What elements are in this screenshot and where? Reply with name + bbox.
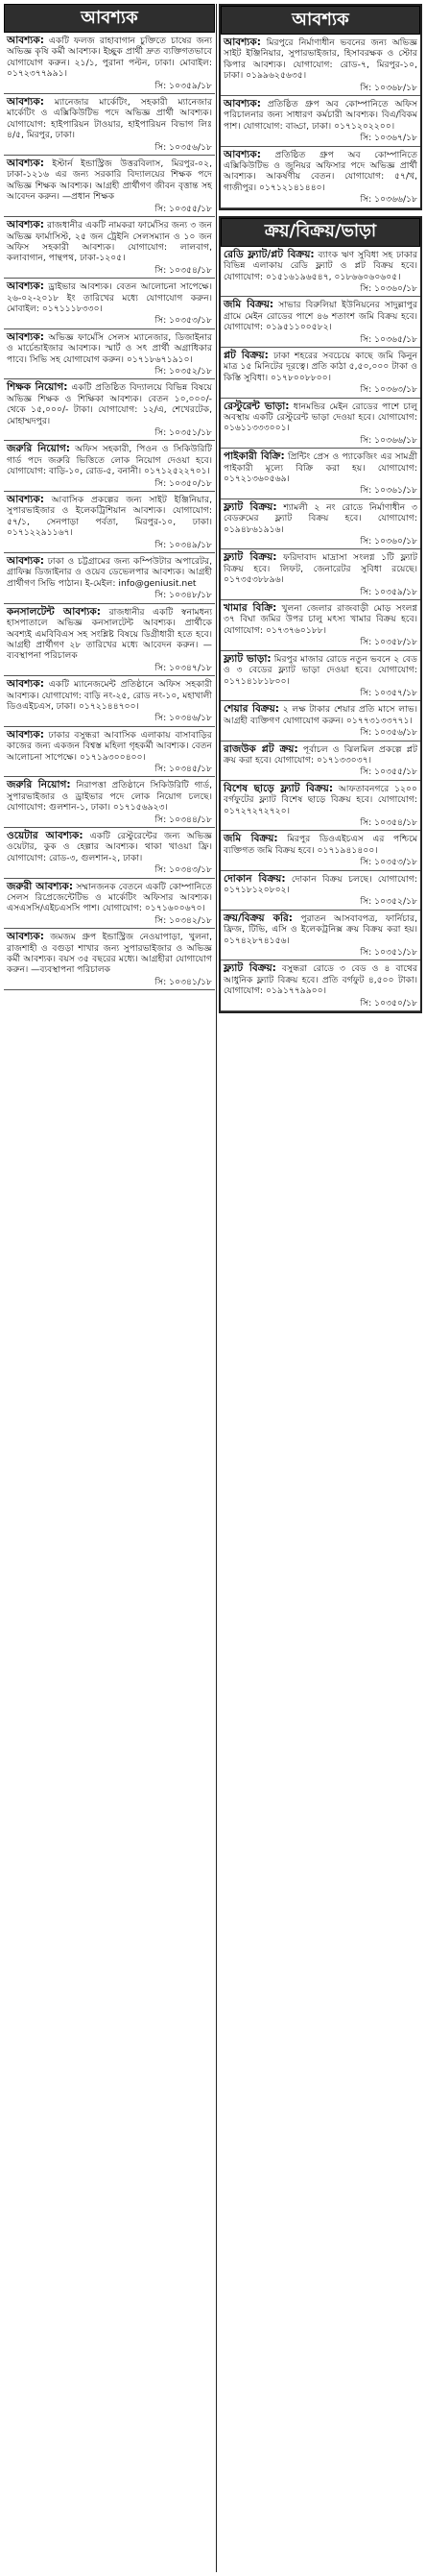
- ad-keyword: আবশ্যক:: [7, 96, 44, 109]
- ad-text: ধানমন্ডির মেইন রোডের পাশে চালু অবস্থায় একটি রেস্টুরেন্ট ভাড়া দেওয়া হবে। যোগাযোগ: ০১৬১১৩৩৩০০১।: [224, 401, 417, 434]
- ad-code: সি: ১০৩৪১/১৮: [154, 976, 212, 987]
- ad-text: অফিস সহকারী, পিওন ও সিকিউরিটি গার্ড পদে জরুরি ভিত্তিতে লোক নিয়োগ দেওয়া হবে। যোগাযোগ: বাড়ি-১০, রোড-৫, বনানী। ০১৭১২৫২২৭০১।: [7, 444, 213, 477]
- ad-text: একটি ম্যানেজমেন্ট প্রতিষ্ঠানে অফিস সহকারী আবশ্যক। যোগাযোগ: বাড়ি নং-২৫, রোড নং-১০, মহাখালী ডিওএইচএস, ঢাকা। ০১৭২১৪৪৭০০।: [7, 679, 213, 712]
- ad-code: সি: ১০৩৬৬/১৮: [360, 194, 417, 206]
- ad-text: প্রিন্টিং প্রেস ও প্যাকেজিং এর সামগ্রী পাইকারী মূল্যে বিক্রি করা হয়। যোগাযোগ: ০১৭২১৩৬০৫৬৯।: [224, 451, 418, 484]
- ad-keyword: আবশ্যক:: [224, 36, 261, 48]
- classified-ad: [221, 35, 420, 96]
- ad-text: মিরপুর মাজার রোডে নতুন ভবনে ২ বেড ও ৩ বেডের ফ্ল্যাট ভাড়া দেওয়া হবে। যোগাযোগ: ০১৭১৪১৮১৮০০।: [224, 653, 418, 687]
- right-section-property: [219, 216, 422, 1013]
- ad-text: ফরিদাবাদ মাদ্রাসা সংলগ্ন ১টি ফ্ল্যাট বিক্রয় হবে। লিফট, জেনারেটর সুবিধা রয়েছে। ০১৭৩৫৩৮৮৯৬।: [224, 552, 418, 586]
- right-ads-list-2: [221, 247, 420, 1011]
- ad-text: অভিজ্ঞ ফার্মেসি সেলস ম্যানেজার, ডিজাইনার ও মার্চেন্ডাইজার আবশ্যক। স্মার্ট ও সৎ প্রার্থী অগ্রাধিকার পাবে। সিভি সহ যোগাযোগ করুন। ০১৭১৮৬৭১৯১০।: [7, 331, 212, 365]
- ad-keyword: জমি বিক্রয়:: [224, 299, 274, 311]
- ad-text: মিরপুরে নির্মাণাধীন ভবনের জন্য অভিজ্ঞ সাইট ইঞ্জিনিয়ার, সুপারভাইজার, হিসাবরক্ষক ও স্টোর কিপার আবশ্যক। যোগাযোগ: রোড-৭, মিরপুর-১০, ঢাকা। ০১৯৯৬২৫৬৩৫।: [224, 37, 418, 82]
- ad-text: ড্রাইভার আবশ্যক। বেতন আলোচনা সাপেক্ষে। ২৬-০২-২০১৮ ইং তারিখের মধ্যে যোগাযোগ করুন। মোবাইল: ০১৭১১১৮৩৩০।: [7, 281, 212, 314]
- ad-keyword: ফ্ল্যাট ভাড়া:: [224, 652, 272, 665]
- ad-code: সি: ১০৩৪৩/১৮: [154, 864, 212, 876]
- ad-code: সি: ১০৩৫৩/১৮: [154, 315, 212, 327]
- classified-ad: [4, 279, 215, 329]
- ad-text: ঢাকা ও চট্টগ্রামের জন্য কম্পিউটার অপারেটর, গ্রাফিক্স ডিজাইনার ও ওয়েব ডেভেলপার আবশ্যক। আগ্রহী প্রার্থীগণ সিভি পাঠান। ই-মেইল: info@geniusit.net: [7, 556, 213, 589]
- ad-text: আফতাবনগরে ১২০০ বর্গফুটের ফ্ল্যাট বিশেষ ছাড়ে বিক্রয় হবে। যোগাযোগ: ০১৭২৭২৭২৭২০।: [224, 783, 417, 816]
- ad-keyword: শিক্ষক নিয়োগ:: [7, 381, 68, 394]
- classified-ad: [221, 911, 420, 961]
- ad-code: সি: ১০৩৬৬/১৮: [360, 434, 417, 446]
- ad-keyword: জরুরি নিয়োগ:: [7, 779, 71, 791]
- ad-code: সি: ১০৩৫৮/১৮: [360, 637, 417, 648]
- ad-keyword: আবশ্যক:: [7, 931, 44, 943]
- classified-ad: [4, 379, 215, 441]
- ad-keyword: আবশ্যক:: [7, 158, 44, 170]
- ad-keyword: রাজউক প্লট ক্রয়:: [224, 742, 298, 755]
- classified-ad: [221, 499, 420, 550]
- classified-ad: [4, 879, 215, 930]
- classified-ad: [4, 727, 215, 778]
- classified-ad: [221, 871, 420, 911]
- ad-code: সি: ১০৩৪২/১৮: [154, 914, 212, 926]
- ad-text: জমজম গ্রুপ ইন্ডাস্ট্রিজ নেওয়াপাড়া, খুলনা, রাজশাহী ও বগুড়া শাখার জন্য সুপারভাইজার ও অভিজ্ঞ কর্মী আবশ্যক। বয়স ৩৫ বছরের মধ্যে। আগ্রহীরা যোগাযোগ করুন। —ব্যবস্থাপনা পরিচালক: [7, 932, 213, 976]
- classified-ad: [4, 492, 215, 553]
- classified-ad: [4, 33, 215, 94]
- ad-code: সি: ১০৩৫৪/১৮: [154, 264, 212, 276]
- right-section-header-2: ক্রয়/বিক্রয়/ভাড়া: [221, 218, 420, 247]
- ad-keyword: প্লট বিক্রয়:: [224, 349, 269, 361]
- ad-text: প্রতিষ্ঠিত গ্রুপ অব কোম্পানিতে অফিস পরিচালনার জন্য সাধারণ কর্মচারী আবশ্যক। বিএ/বিকম পাশ। যোগাযোগ: বাড্ডা, ঢাকা। ০১৭১২০২২০০।: [224, 99, 418, 132]
- ad-text: মিরপুর ডিওএইচএস এর পশ্চিমে ব্যক্তিগত জমি বিক্রয় হবে। ০১৭১৯৪১৪০০।: [224, 834, 417, 856]
- ad-text: একটি রেস্টুরেন্টের জন্য অভিজ্ঞ ওয়েটার, কুক ও হেল্পার আবশ্যক। থাকা খাওয়া ফ্রি। যোগাযোগ: রোড-৩, গুলশান-২, ঢাকা।: [7, 831, 212, 863]
- ad-code: সি: ১০৩৫৪/১৮: [360, 816, 417, 828]
- ad-code: সি: ১০৩৪৫/১৮: [154, 763, 212, 774]
- ad-keyword: আবশ্যক:: [7, 494, 44, 506]
- ad-text: সম্মানজনক বেতনে একটি কোম্পানিতে সেলস রিপ্রেজেন্টেটিভ ও মার্কেটিং অফিসার আবশ্যক। এসএসসি/এইচএসসি পাশ। যোগাযোগ: ০১৭১৬০০৬৭০।: [7, 881, 212, 914]
- ad-code: সি: ১০৩৬০/১৮: [360, 282, 417, 294]
- ad-text: শ্যামলী ২ নং রোডে নির্মাণাধীন ৩ বেডরুমের ফ্ল্যাট বিক্রয় হবে। যোগাযোগ: ০১৯৪৮৬১৯১৬।: [224, 501, 417, 535]
- ad-keyword: বিশেষ ছাড়ে ফ্ল্যাট বিক্রয়:: [224, 782, 334, 794]
- ad-code: সি: ১০৩৪৮/১৮: [154, 590, 212, 601]
- classified-ad: [221, 449, 420, 499]
- ad-text: ঢাকার বসুন্ধরা আবাসিক এলাকায় বাসাবাড়ির কাজের জন্য একজন বিশ্বস্ত মহিলা গৃহকর্মী আবশ্যক। বেতন আলোচনা সাপেক্ষে। ০১৭১৯৩০০৪০০।: [7, 729, 212, 763]
- classified-ad: [4, 441, 215, 492]
- ad-keyword: আবশ্যক:: [224, 148, 261, 160]
- ad-text: সাভার বিরুলিয়া ইউনিয়নের সাদুল্লাপুর গ্রামে মেইন রোডের পাশে ৪৬ শতাংশ জমি বিক্রয় হবে। যোগাযোগ: ০১৯৫১১০০৫৮২।: [224, 300, 418, 333]
- ad-text: একটি ফলজ রাহাবাগান চুক্তিতে চাষের জন্য অভিজ্ঞ কৃষি কর্মী আবশ্যক। ইচ্ছুক প্রার্থী দ্রুত ব্যক্তিগতভাবে যোগাযোগ করুন। ২১/১, পুরানা পল্টন, ঢাকা। মোবাইল: ০১৭২৩৭৭৯৯১।: [7, 36, 213, 80]
- ad-text: নিরাপত্তা প্রতিষ্ঠানে সিকিউরিটি গার্ড, সুপারভাইজার ও ড্রাইভার পদে লোক নিয়োগ চলছে। যোগাযোগ: গুলশান-১, ঢাকা। ০১৭১৫৬৯২৩।: [7, 780, 212, 814]
- classified-ad: [221, 297, 420, 348]
- ad-text: ম্যানেজার মার্কেটিং, সহকারী ম্যানেজার মার্কেটিং ও এক্সিকিউটিভ পদে অভিজ্ঞ প্রার্থী আবশ্যক। যোগাযোগ: হাইপারিয়ন টাওয়ার, হাইপারিয়ন বিভাগ লিঃ ৪/৫, মিরপুর, ঢাকা।: [7, 97, 212, 141]
- ad-keyword: জমি বিক্রয়:: [224, 833, 278, 845]
- ad-code: সি: ১০৩৬৭/১৮: [360, 133, 417, 144]
- ad-code: সি: ১০৩৫৬/১৮: [360, 727, 417, 739]
- classified-ad: [4, 553, 215, 604]
- ad-code: সি: ১০৩৪৭/১৮: [154, 662, 212, 673]
- ad-code: সি: ১০৩৬১/১৮: [360, 485, 417, 497]
- classified-ad: [4, 604, 215, 676]
- ad-keyword: জরুরি নিয়োগ:: [7, 443, 70, 455]
- classified-ad: [4, 777, 215, 828]
- ad-code: সি: ১০৩৪৯/১৮: [154, 539, 212, 550]
- ad-code: সি: ১০৩৬৫/১৮: [360, 333, 417, 345]
- classified-ad: [221, 781, 420, 832]
- classified-ad: [4, 929, 215, 990]
- ad-text: প্রতিষ্ঠিত গ্রুপ অব কোম্পানিতে এক্সিকিউটিভ ও জুনিয়র অফিসার পদে অভিজ্ঞ প্রার্থী আবশ্যক। আকর্ষণীয় বেতন। যোগাযোগ: ৫৭/খ, গাজীপুর। ০১৭১২১৪১৪৪০।: [224, 149, 417, 193]
- ad-code: সি: ১০৩৫৯/১৮: [154, 80, 212, 91]
- ad-code: সি: ১০৩৫০/১৮: [360, 997, 417, 1009]
- ad-text: ২ লক্ষ টাকার শেয়ার প্রতি মাসে লাভ। আগ্রহী ব্যক্তিগণ যোগাযোগ করুন। ০১৭৭৩১৩৩৭৭১।: [224, 704, 417, 726]
- ad-code: সি: ১০৩৫৯/১৮: [360, 586, 417, 597]
- ad-keyword: কনসালটেন্ট আবশ্যক:: [7, 605, 101, 618]
- left-ads-list: [4, 33, 215, 990]
- ad-keyword: খামার বিক্রি:: [224, 602, 277, 615]
- classified-ad: [221, 549, 420, 600]
- ad-code: সি: ১০৩৫১/১৮: [360, 947, 417, 959]
- ad-code: সি: ১০৩৫৬/১৮: [154, 141, 212, 153]
- ad-text: ঢাকা শহরের সবচেয়ে কাছে জমি কিনুন মাত্র ১৫ মিনিটের দূরত্বে। প্রতি কাঠা ৫,৫০,০০০ টাকা ও কিস্তি সুবিধা। ০১৭৮০০৮৮০০।: [224, 350, 417, 383]
- classified-ad: [221, 831, 420, 870]
- classified-ad: [4, 217, 215, 279]
- ad-code: সি: ১০৩৫১/১৮: [154, 427, 212, 438]
- ad-keyword: জরুরী আবশ্যক:: [7, 880, 74, 892]
- ad-keyword: শেয়ার বিক্রয়:: [224, 703, 279, 716]
- ad-keyword: আবশ্যক:: [7, 35, 44, 46]
- ad-text: আবাসিক প্রকল্পের জন্য সাইট ইঞ্জিনিয়ার, সুপারভাইজার ও ইলেকট্রিশিয়ান আবশ্যক। যোগাযোগ: ৫৭/১, সেনপাড়া পর্বতা, মিরপুর-১০, ঢাকা। ০১৭১২২৯১১৬৭।: [7, 495, 212, 539]
- ad-text: রাজধানীর একটি নামকরা ফার্মেসির জন্য ৩ জন অভিজ্ঞ ফার্মাসিস্ট, ২৫ জন ট্রেইনি সেলসম্যান ও ১০ জন অফিস সহকারী আবশ্যক। যোগাযোগ: লালবাগ, কলাবাগান, পান্থপথ, ঢাকা-১২০৫।: [7, 220, 212, 264]
- ad-keyword: রেস্টুরেন্ট ভাড়া:: [224, 400, 290, 412]
- ad-code: সি: ১০৩৫৫/১৮: [154, 203, 212, 214]
- ad-keyword: আবশ্যক:: [7, 728, 44, 741]
- classified-ad: [4, 828, 215, 879]
- ad-keyword: আবশ্যক:: [7, 219, 44, 231]
- ad-text: রাজধানীর একটি স্বনামধন্য হাসপাতালে অভিজ্ঞ কনসালটেন্ট আবশ্যক। প্রার্থীকে অবশ্যই এমবিবিএস সহ সংশ্লিষ্ট বিষয়ে ডিগ্রীধারী হতে হবে। আগ্রহী প্রার্থীগণ ২৮ তারিখের মধ্যে আবেদন করুন। —ব্যবস্থাপনা পরিচালক: [7, 606, 213, 662]
- classified-ad: [221, 247, 420, 298]
- ad-keyword: আবশ্যক:: [7, 678, 44, 691]
- ad-code: সি: ১০৩৬৮/১৮: [360, 82, 417, 93]
- ad-code: সি: ১০৩৫২/১৮: [154, 365, 212, 377]
- ad-code: সি: ১০৩৫২/১৮: [360, 896, 417, 908]
- ad-keyword: ফ্ল্যাট বিক্রয়:: [224, 500, 277, 513]
- ad-keyword: আবশ্যক:: [7, 280, 44, 293]
- left-column: [4, 4, 215, 990]
- ad-text: ব্যাংক ঋণ সুবিধা সহ ঢাকার বিভিন্ন এলাকায় রেডি ফ্ল্যাট ও প্লট বিক্রয় হবে। যোগাযোগ: ০১৫১৬১৯৬৫৪৭, ০১৮৬৬০৬০৬০৫।: [224, 249, 417, 282]
- ad-code: সি: ১০৩৬৩/১৮: [360, 384, 417, 396]
- ad-keyword: আবশ্যক:: [7, 330, 44, 343]
- classified-ad: [221, 741, 420, 781]
- ad-text: ইস্টার্ন ইন্ডাস্ট্রিজ উত্তরবিলাস, মিরপুর-০২, ঢাকা-১২১৬ এর জন্য সরকারি বিদ্যালয়ের শিক্ষক পদে অভিজ্ঞ শিক্ষক আবশ্যক। আগ্রহী প্রার্থীগণ জীবন বৃত্তান্ত সহ আবেদন করুন। —প্রধান শিক্ষক: [7, 158, 213, 203]
- left-section-header: আবশ্যক: [4, 4, 215, 33]
- ad-code: সি: ১০৩৫০/১৮: [154, 477, 212, 489]
- ad-code: সি: ১০৩৫৭/১৮: [360, 687, 417, 698]
- classified-ad: [221, 96, 420, 147]
- classified-ad: [221, 147, 420, 208]
- ad-text: দোকান বিক্রয় চলছে। যোগাযোগ: ০১৭১৮১২০৮০২।: [224, 873, 417, 895]
- right-section-jobs: [219, 4, 422, 210]
- right-column: [219, 4, 422, 1013]
- classified-ad: [4, 676, 215, 727]
- classified-ad: [221, 960, 420, 1011]
- ad-code: সি: ১০৩৬০/১৮: [360, 536, 417, 547]
- ad-text: পূর্বাচল ও ঝিলমিল প্রকল্পে প্লট ক্রয় করা হবে। যোগাযোগ: ০১৭১৩৩০৩৭।: [224, 743, 417, 766]
- classified-ad: [221, 600, 420, 651]
- right-section-header-1: আবশ্যক: [221, 6, 420, 35]
- classified-ad: [4, 329, 215, 380]
- ad-keyword: ফ্ল্যাট বিক্রয়:: [224, 962, 276, 975]
- ad-text: বসুন্ধরা রোডে ৩ বেড ও ৪ বাথের আধুনিক ফ্ল্যাট বিক্রয় হবে। প্রতি বর্গফুট ৪,৫০০ টাকা। যোগাযোগ: ০১৯১৭৭৯৯০০।: [224, 963, 417, 997]
- ad-keyword: রেডি ফ্ল্যাট/প্লট বিক্রয়:: [224, 248, 315, 260]
- ad-text: একটি প্রতিষ্ঠিত বিদ্যালয়ে বিভিন্ন বিষয়ে অভিজ্ঞ শিক্ষক ও শিক্ষিকা আবশ্যক। বেতন ১০,০০০/- থেকে ১৫,০০০/- টাকা। যোগাযোগ: ১২/এ, শেখেরটেক, মোহাম্মদপুর।: [7, 382, 213, 426]
- ad-text: পুরাতন আসবাবপত্র, ফার্নিচার, ফ্রিজ, টিভি, এসি ও ইলেকট্রনিক্স ক্রয় বিক্রয় করা হয়। ০১৭৪২৮৭৪১৫৬।: [224, 912, 417, 946]
- classified-ad: [221, 701, 420, 741]
- ad-code: সি: ১০৩৫৩/১৮: [360, 857, 417, 868]
- ad-code: সি: ১০৩৫৫/১৮: [360, 766, 417, 778]
- ad-keyword: পাইকারী বিক্রি:: [224, 450, 285, 463]
- right-ads-list-1: [221, 35, 420, 208]
- ad-keyword: ফ্ল্যাট বিক্রয়:: [224, 551, 277, 564]
- ad-keyword: দোকান বিক্রয়:: [224, 872, 286, 885]
- classified-ad: [4, 94, 215, 156]
- ad-keyword: ওয়েটার আবশ্যক:: [7, 830, 83, 841]
- classified-ad: [221, 348, 420, 399]
- ad-keyword: ক্রয়/বিক্রয় করি:: [224, 911, 293, 924]
- ad-keyword: আবশ্যক:: [224, 98, 261, 110]
- classified-ad: [4, 156, 215, 217]
- ad-text: খুলনা জেলার রাজবাড়ী মোড় সংলগ্ন ৩৭ বিঘা জমির উপর চালু মৎস্য খামার বিক্রয় হবে। যোগাযোগ: ০১৭৩৭৬০১৮৮।: [224, 603, 418, 636]
- ad-code: সি: ১০৩৪৪/১৮: [154, 814, 212, 825]
- ad-keyword: আবশ্যক:: [7, 555, 44, 568]
- classified-ad: [221, 399, 420, 450]
- column-divider: [216, 4, 217, 2572]
- classified-ad: [221, 651, 420, 702]
- ad-code: সি: ১০৩৪৬/১৮: [154, 713, 212, 724]
